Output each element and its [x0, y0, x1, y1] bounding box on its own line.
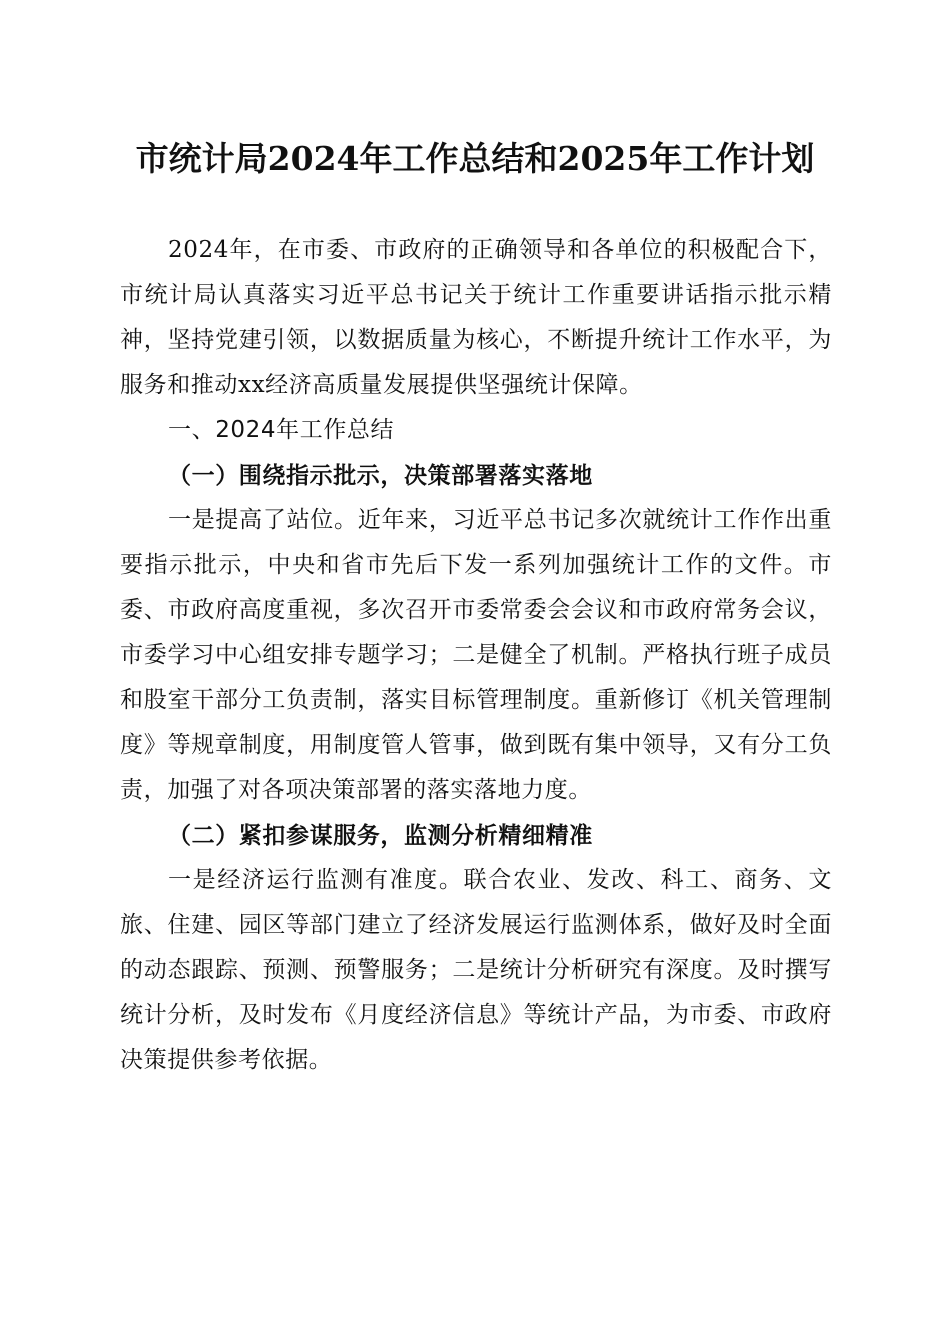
document-body: [120, 228, 832, 1083]
subsection-2-heading: （二）紧扣参谋服务，监测分析精细精准: [168, 822, 593, 849]
intro-paragraph: 2024年，在市委、市政府的正确领导和各单位的积极配合下，市统计局认真落实习近平总书记关于统计工作重要讲话指示批示精神，坚持党建引领，以数据质量为核心，不断提升统计工作水平，为服务和推动xx经济高质量发展提供坚强统计保障。: [120, 237, 832, 398]
subsection-2-paragraph: 一是经济运行监测有准度。联合农业、发改、科工、商务、文旅、住建、园区等部门建立了经济发展运行监测体系，做好及时全面的动态跟踪、预测、预警服务；二是统计分析研究有深度。及时撰写统计分析，及时发布《月度经济信息》等统计产品，为市委、市政府决策提供参考依据。: [120, 867, 832, 1073]
subsection-1-paragraph: 一是提高了站位。近年来，习近平总书记多次就统计工作作出重要指示批示，中央和省市先后下发一系列加强统计工作的文件。市委、市政府高度重视，多次召开市委常委会会议和市政府常务会议，市委学习中心组安排专题学习；二是健全了机制。严格执行班子成员和股室干部分工负责制，落实目标管理制度。重新修订《机关管理制度》等规章制度，用制度管人管事，做到既有集中领导，又有分工负责，加强了对各项决策部署的落实落地力度。: [120, 507, 832, 803]
document-title: 市统计局2024年工作总结和2025年工作计划: [135, 139, 815, 178]
subsection-1-heading: （一）围绕指示批示，决策部署落实落地: [168, 462, 593, 489]
section-1-heading: 一、2024年工作总结: [168, 417, 395, 443]
